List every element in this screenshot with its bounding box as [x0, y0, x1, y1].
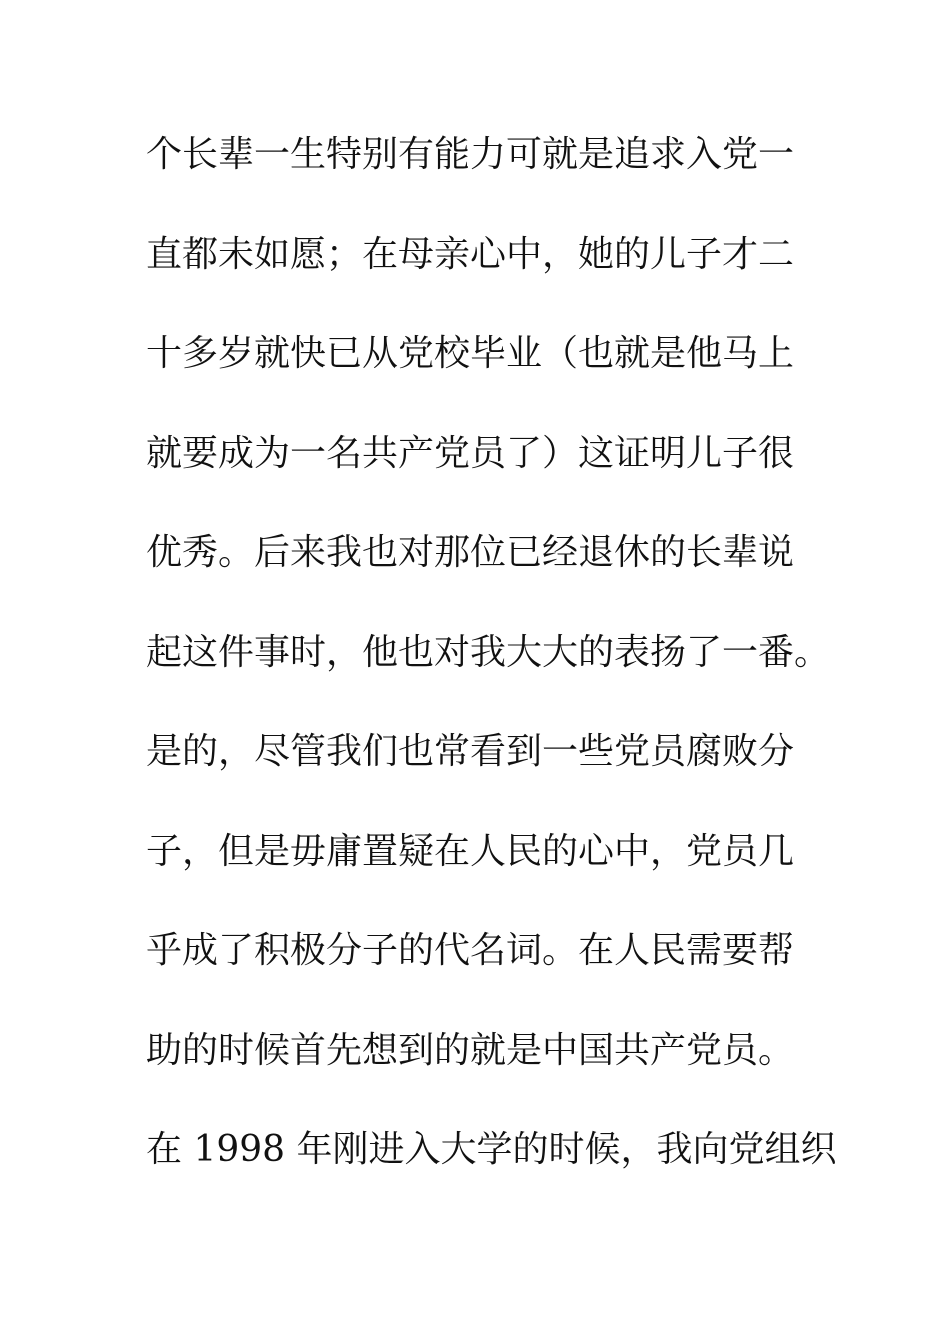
text-line: 是的，尽管我们也常看到一些党员腐败分 — [146, 731, 795, 772]
body-text — [146, 128, 846, 1223]
text-line: 子，但是毋庸置疑在人民的心中，党员几 — [146, 830, 795, 872]
text-line: 助的时候首先想到的就是中国共产党员。 — [146, 1029, 795, 1071]
text-line: 在 1998 年刚进入大学的时候，我向党组织 — [146, 1129, 837, 1170]
text-line: 个长辈一生特别有能力可就是追求入党一 — [146, 134, 795, 175]
text-line: 起这件事时，他也对我大大的表扬了一番。 — [146, 631, 831, 673]
text-line: 十多岁就快已从党校毕业（也就是他马上 — [146, 333, 795, 374]
text-line: 直都未如愿；在母亲心中，她的儿子才二 — [146, 233, 795, 275]
text-line: 乎成了积极分子的代名词。在人民需要帮 — [146, 930, 795, 971]
text-line: 优秀。后来我也对那位已经退休的长辈说 — [146, 532, 795, 573]
text-line: 就要成为一名共产党员了）这证明儿子很 — [146, 432, 795, 474]
